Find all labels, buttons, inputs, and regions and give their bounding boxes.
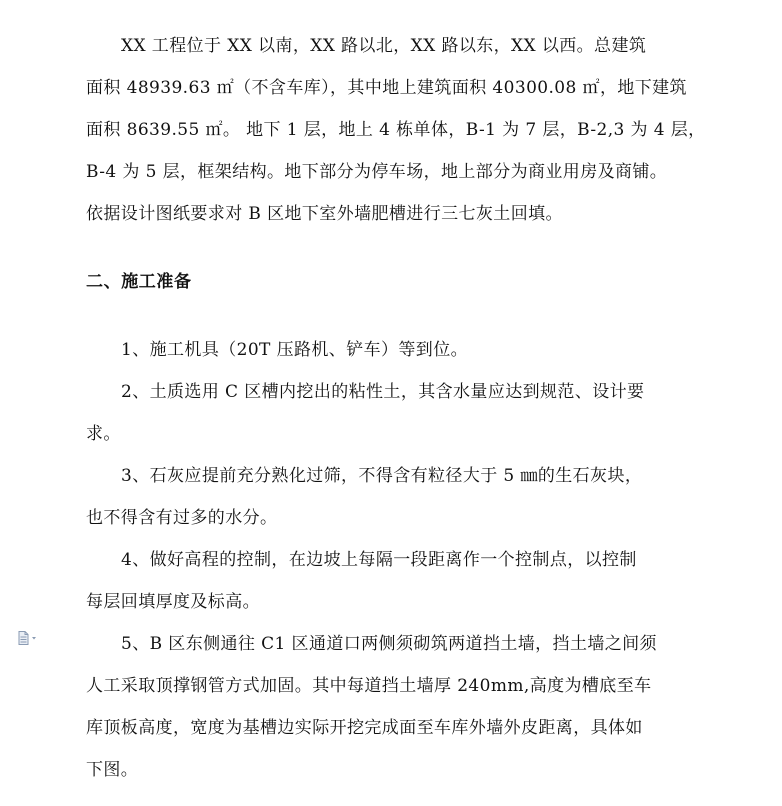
list-item: 5、B 区东侧通往 C1 区通道口两侧须砌筑两道挡土墙，挡土墙之间须	[121, 634, 657, 654]
list-item-continuation: 每层回填厚度及标高。	[86, 592, 260, 612]
paragraph-line: 依据设计图纸要求对 B 区地下室外墙肥槽进行三七灰土回填。	[86, 204, 563, 224]
section-heading: 二、施工准备	[86, 272, 192, 292]
paragraph-options-icon[interactable]	[18, 630, 42, 644]
list-item: 3、石灰应提前充分熟化过筛，不得含有粒径大于 5 ㎜的生石灰块，	[121, 466, 643, 486]
list-item: 2、土质选用 C 区槽内挖出的粘性土，其含水量应达到规范、设计要	[121, 382, 645, 402]
list-item-continuation: 求。	[86, 424, 121, 444]
paragraph-line: 面积 8639.55 ㎡。 地下 1 层，地上 4 栋单体，B-1 为 7 层，B-2,3 为 4 层，	[86, 120, 706, 140]
list-item-continuation: 人工采取顶撑钢管方式加固。其中每道挡土墙厚 240mm,高度为槽底至车	[86, 676, 652, 696]
list-item-continuation: 库顶板高度，宽度为基槽边实际开挖完成面至车库外墙外皮距离，具体如	[86, 718, 643, 738]
list-item: 1、施工机具（20T 压路机、铲车）等到位。	[121, 340, 468, 360]
list-item-continuation: 下图。	[86, 760, 139, 780]
paragraph-line: B-4 为 5 层，框架结构。地下部分为停车场，地上部分为商业用房及商铺。	[86, 162, 668, 182]
list-item: 4、做好高程的控制，在边坡上每隔一段距离作一个控制点，以控制	[121, 550, 637, 570]
paragraph-line: 面积 48939.63 ㎡（不含车库），其中地上建筑面积 40300.08 ㎡，地下建筑	[86, 78, 687, 98]
paragraph-line: XX 工程位于 XX 以南，XX 路以北，XX 路以东，XX 以西。总建筑	[121, 36, 647, 56]
list-item-continuation: 也不得含有过多的水分。	[86, 508, 278, 528]
